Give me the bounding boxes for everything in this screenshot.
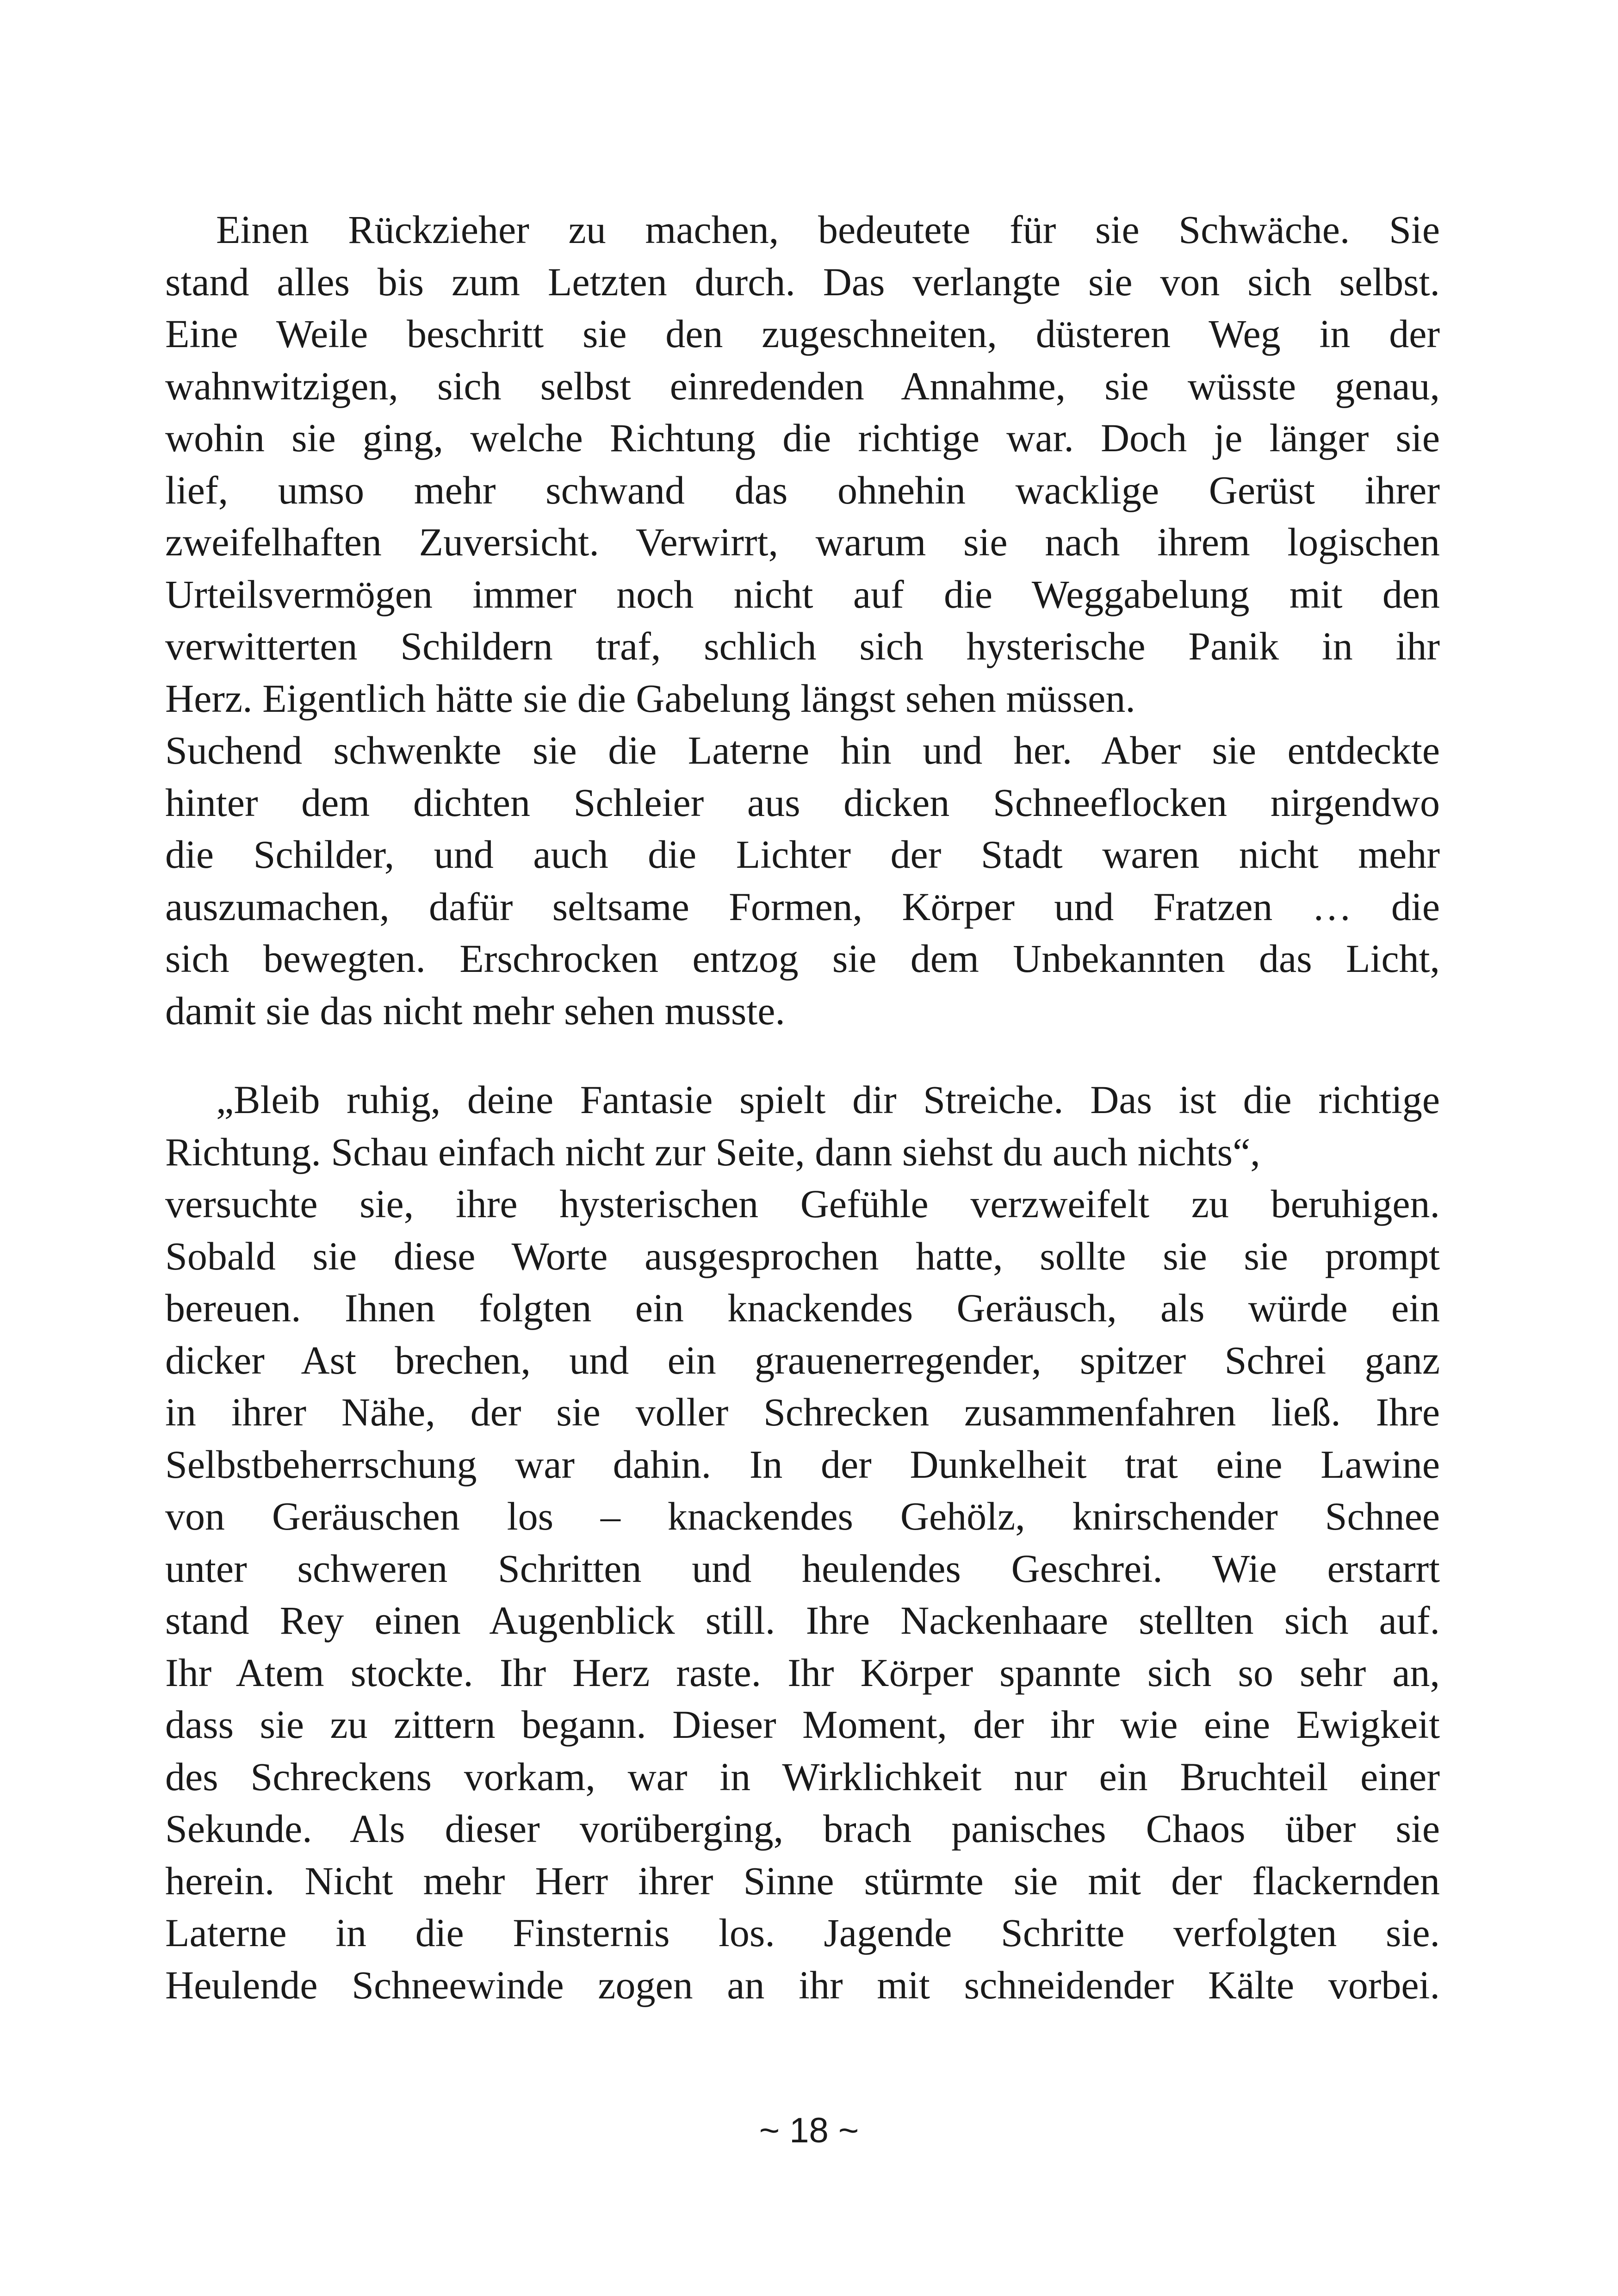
text-line: wahnwitzigen, sich selbst einredenden Annahme, sie wüsste genau, [165,363,1440,408]
text-line: auszumachen, dafür seltsame Formen, Körper und Fratzen … die [165,884,1440,929]
text-line: die Schilder, und auch die Lichter der Stadt waren nicht mehr [165,832,1440,877]
text-line: von Geräuschen los – knackendes Gehölz, knirschender Schnee [165,1494,1440,1538]
text-line: dass sie zu zittern begann. Dieser Moment, der ihr wie eine Ewigkeit [165,1702,1440,1747]
text-line: bereuen. Ihnen folgten ein knackendes Geräusch, als würde ein [165,1286,1440,1330]
text-line: versuchte sie, ihre hysterischen Gefühle verzweifelt zu beruhigen. [165,1182,1440,1226]
text-line: Herz. Eigentlich hätte sie die Gabelung längst sehen müssen. [165,676,1135,721]
text-line: wohin sie ging, welche Richtung die richtige war. Doch je länger sie [165,416,1440,460]
text-line: lief, umso mehr schwand das ohnehin wacklige Gerüst ihrer [165,467,1440,512]
text-line: hinter dem dichten Schleier aus dicken Schneeflocken nirgendwo [165,780,1440,825]
text-line: „Bleib ruhig, deine Fantasie spielt dir Streiche. Das ist die richtige [216,1077,1440,1122]
text-line: damit sie das nicht mehr sehen musste. [165,988,785,1033]
text-line: stand Rey einen Augenblick still. Ihre Nackenhaare stellten sich auf. [165,1598,1440,1643]
text-line: Suchend schwenkte sie die Laterne hin und her. Aber sie entdeckte [165,728,1440,772]
paragraph-1 [165,204,1440,1037]
text-line: Sekunde. Als dieser vorüberging, brach panisches Chaos über sie [165,1806,1440,1851]
text-line: sich bewegten. Erschrocken entzog sie dem Unbekannten das Licht, [165,936,1440,981]
text-line: Selbstbeherrschung war dahin. In der Dunkelheit trat eine Lawine [165,1442,1440,1487]
text-line: Urteilsvermögen immer noch nicht auf die Weggabelung mit den [165,572,1440,616]
paragraph-2 [165,1074,1440,2011]
text-line: zweifelhaften Zuversicht. Verwirrt, warum sie nach ihrem logischen [165,520,1440,564]
text-line: Eine Weile beschritt sie den zugeschneiten, düsteren Weg in der [165,311,1440,356]
text-line: Einen Rückzieher zu machen, bedeutete für sie Schwäche. Sie [216,207,1440,252]
text-line: Heulende Schneewinde zogen an ihr mit schneidender Kälte vorbei. [165,1962,1440,2007]
text-line: stand alles bis zum Letzten durch. Das verlangte sie von sich selbst. [165,259,1440,304]
text-line: dicker Ast brechen, und ein grauenerregender, spitzer Schrei ganz [165,1338,1440,1382]
text-line: herein. Nicht mehr Herr ihrer Sinne stürmte sie mit der flackernden [165,1858,1440,1903]
text-line: in ihrer Nähe, der sie voller Schrecken zusammenfahren ließ. Ihre [165,1390,1440,1434]
text-line: unter schweren Schritten und heulendes Geschrei. Wie erstarrt [165,1546,1440,1591]
page-number: ~ 18 ~ [759,2111,859,2150]
text-line: verwitterten Schildern traf, schlich sich hysterische Panik in ihr [165,624,1440,668]
text-line: Ihr Atem stockte. Ihr Herz raste. Ihr Körper spannte sich so sehr an, [165,1650,1440,1695]
text-line: des Schreckens vorkam, war in Wirklichkeit nur ein Bruchteil einer [165,1754,1440,1799]
text-line: Sobald sie diese Worte ausgesprochen hatte, sollte sie sie prompt [165,1233,1440,1278]
text-line: Richtung. Schau einfach nicht zur Seite, dann siehst du auch nichts“, [165,1129,1260,1174]
text-line: Laterne in die Finsternis los. Jagende Schritte verfolgten sie. [165,1910,1440,1955]
